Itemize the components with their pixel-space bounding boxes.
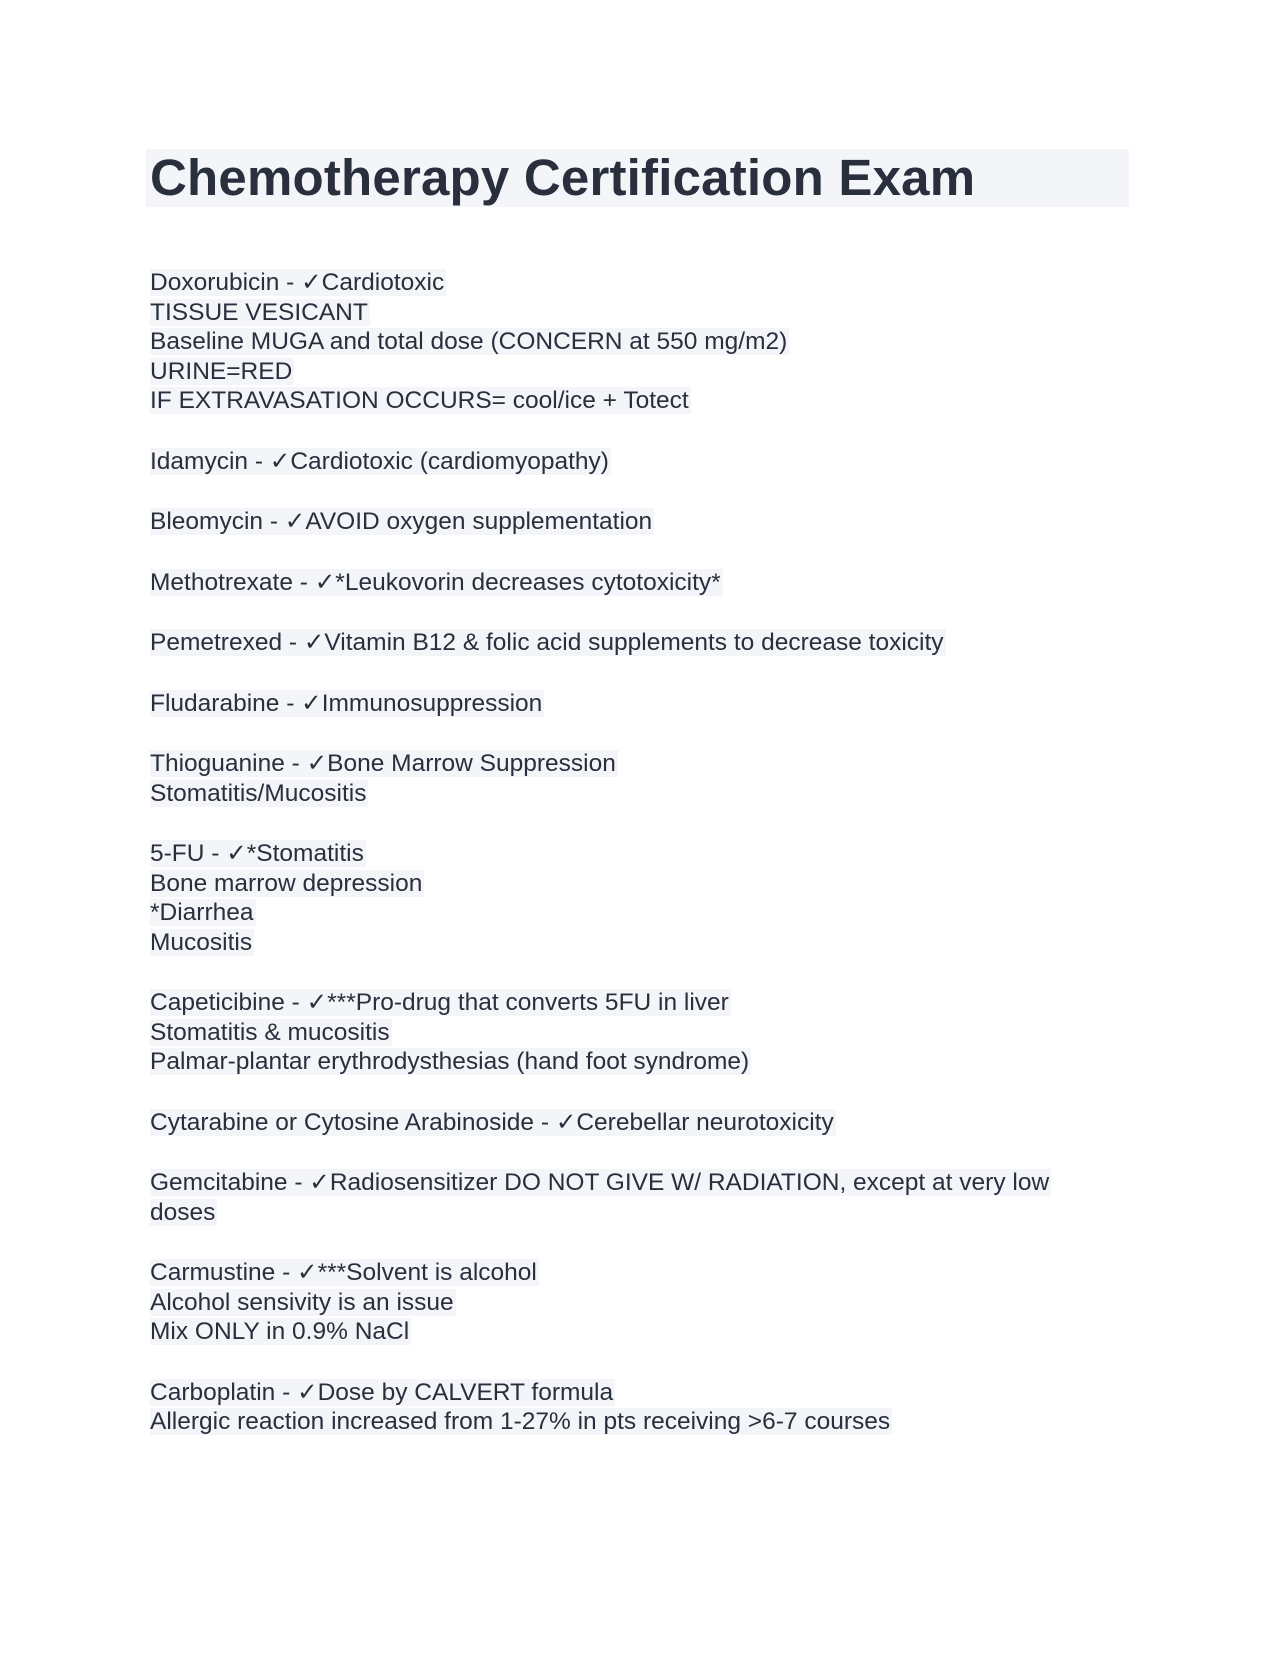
entry-detail-line: Baseline MUGA and total dose (CONCERN at 550 mg/m2)	[150, 328, 788, 355]
entry-term-answer: Idamycin - ✓Cardiotoxic (cardiomyopathy)	[150, 447, 609, 475]
flashcard-entry	[150, 1258, 1140, 1347]
entry-term-answer: 5-FU - ✓*Stomatitis	[150, 840, 364, 867]
entry-term-answer: Pemetrexed - ✓Vitamin B12 & folic acid supplements to decrease toxicity	[150, 629, 944, 656]
flashcard-entry	[150, 988, 1140, 1077]
title-block	[146, 149, 1129, 207]
flashcard-entry	[150, 447, 1140, 477]
flashcard-entry	[150, 1168, 1140, 1227]
entry-detail-line: Stomatitis & mucositis	[150, 1018, 390, 1046]
flashcard-entry	[150, 749, 1140, 808]
flashcard-entry	[150, 268, 1140, 416]
entry-detail-line: Mix ONLY in 0.9% NaCl	[150, 1318, 410, 1345]
entry-term-answer: Methotrexate - ✓*Leukovorin decreases cytotoxicity*	[150, 568, 721, 596]
flashcard-entry	[150, 689, 1140, 719]
entry-term-answer: Carboplatin - ✓Dose by CALVERT formula	[150, 1378, 614, 1406]
entry-term-answer: Bleomycin - ✓AVOID oxygen supplementation	[150, 508, 653, 535]
entry-detail-line: IF EXTRAVASATION OCCURS= cool/ice + Totect	[150, 387, 689, 414]
entry-term-answer: Gemcitabine - ✓Radiosensitizer DO NOT GIVE W/ RADIATION, except at very low doses	[150, 1169, 1050, 1226]
flashcard-entry	[150, 507, 1140, 537]
entry-term-answer: Carmustine - ✓***Solvent is alcohol	[150, 1259, 537, 1286]
flashcard-entry	[150, 1378, 1140, 1437]
flashcard-entry	[150, 839, 1140, 957]
flashcard-entry	[150, 628, 1140, 658]
entry-detail-line: Stomatitis/Mucositis	[150, 779, 367, 807]
entry-detail-line: Alcohol sensivity is an issue	[150, 1288, 454, 1316]
entry-detail-line: TISSUE VESICANT	[150, 298, 368, 326]
entry-term-answer: Thioguanine - ✓Bone Marrow Suppression	[150, 750, 616, 777]
flashcard-entry	[150, 568, 1140, 598]
entry-term-answer: Doxorubicin - ✓Cardiotoxic	[150, 269, 445, 296]
entry-detail-line: Palmar-plantar erythrodysthesias (hand foot syndrome)	[150, 1048, 750, 1075]
page-title: Chemotherapy Certification Exam	[150, 149, 976, 206]
entry-detail-line: Allergic reaction increased from 1-27% in pts receiving >6-7 courses	[150, 1408, 891, 1435]
entry-detail-line: *Diarrhea	[150, 899, 254, 926]
entry-term-answer: Fludarabine - ✓Immunosuppression	[150, 689, 543, 717]
entry-detail-line: Mucositis	[150, 928, 253, 956]
entry-detail-line: URINE=RED	[150, 357, 293, 385]
flashcard-entry	[150, 1108, 1140, 1138]
flashcard-list	[150, 268, 1140, 1468]
entry-detail-line: Bone marrow depression	[150, 869, 423, 897]
entry-term-answer: Capeticibine - ✓***Pro-drug that converts 5FU in liver	[150, 989, 729, 1016]
entry-term-answer: Cytarabine or Cytosine Arabinoside - ✓Cerebellar neurotoxicity	[150, 1108, 834, 1136]
